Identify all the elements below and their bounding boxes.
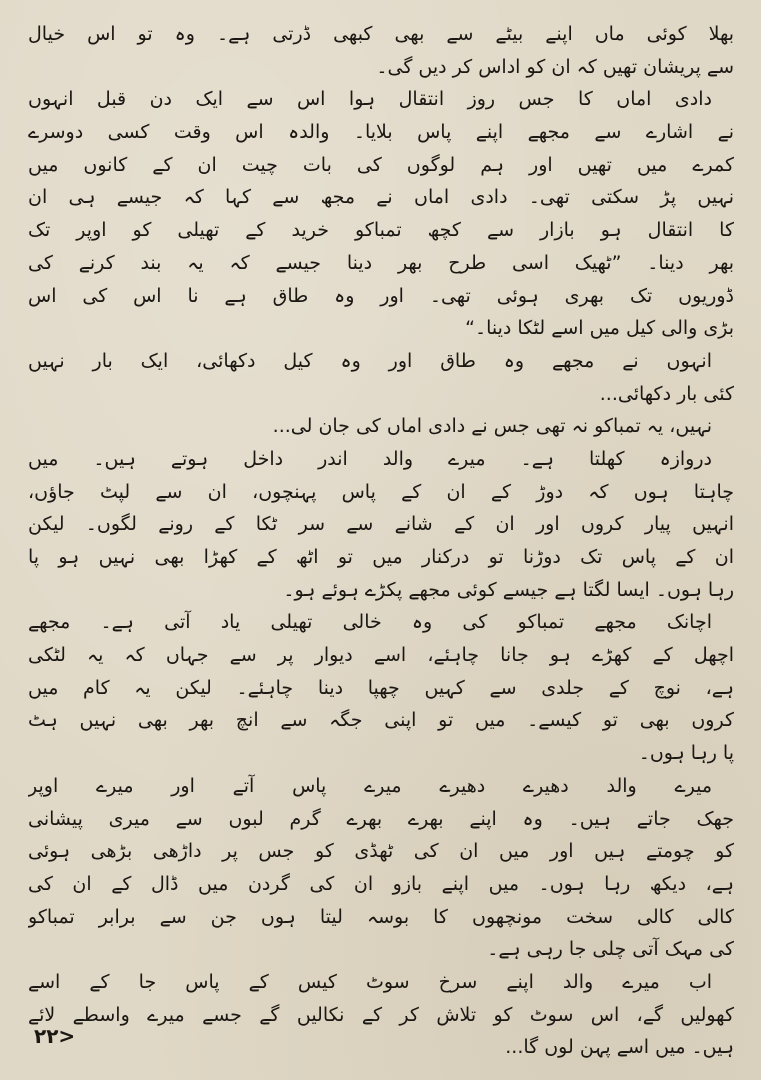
paragraph bbox=[28, 770, 734, 966]
text-line: انہوں نے مجھے وہ طاق اور وہ کیل دکھائی، ایک بار نہیں bbox=[28, 349, 712, 372]
text-line: اچانک مجھے تمباکو کی وہ خالی تھیلی یاد آتی ہے۔ مجھے bbox=[28, 611, 712, 634]
page-number: ۲۲> bbox=[34, 1024, 76, 1048]
text-line: چاہتا ہوں کہ دوڑ کے ان کے پاس پہنچوں، ان سے لپٹ جاؤں، bbox=[28, 480, 734, 503]
text-line: دروازہ کھلتا ہے۔ میرے والد اندر داخل ہوتے ہیں۔ میں bbox=[28, 447, 712, 470]
text-line: کی مہک آتی چلی جا رہی ہے۔ bbox=[487, 938, 734, 961]
paragraph bbox=[28, 606, 734, 769]
text-line: کھولیں گے، اس سوٹ کو تلاش کر کے نکالیں گے جسے میرے واسطے لائے bbox=[28, 1003, 734, 1026]
text-line: ان کے پاس تک دوڑنا تو درکنار میں تو اٹھ کے کھڑا بھی نہیں ہو پا bbox=[28, 546, 734, 568]
paragraph bbox=[28, 83, 734, 345]
paragraph bbox=[28, 443, 734, 606]
text-line: اب میرے والد اپنے سرخ سوٹ کیس کے پاس جا کے اسے bbox=[28, 970, 712, 993]
text-line: پا رہا ہوں۔ bbox=[638, 742, 734, 765]
text-line: کمرے میں تھیں اور ہم لوگوں کی بات چیت ان کے کانوں میں bbox=[28, 153, 734, 176]
text-line: جھک جاتے ہیں۔ وہ اپنے بھرے بھرے گرم لبوں سے میری پیشانی bbox=[28, 807, 734, 830]
paragraph bbox=[28, 18, 734, 83]
text-line: دادی اماں کا جس روز انتقال ہوا اس سے ایک دن قبل انہوں bbox=[28, 88, 712, 111]
text-line: سے پریشان تھیں کہ ان کو اداس کر دیں گی۔ bbox=[376, 55, 734, 78]
text-line: بھر دینا۔ ”ٹھیک اسی طرح بھر دینا جیسے کہ یہ بند کرنے کی bbox=[28, 251, 734, 274]
text-line: اچھل کے کھڑے ہو جانا چاہئے، اسے دیوار پر سے جہاں کہ یہ لٹکی bbox=[28, 644, 734, 667]
text-line: رہا ہوں۔ ایسا لگتا ہے جیسے کوئی مجھے پکڑے ہوئے ہو۔ bbox=[283, 578, 734, 601]
text-line: ڈوریوں تک بھری ہوئی تھی۔ اور وہ طاق ہے نا اس کی اس bbox=[28, 284, 734, 307]
text-line: کئی بار دکھائی... bbox=[599, 382, 734, 405]
page-text bbox=[28, 18, 734, 1064]
text-line: نہیں پڑ سکتی تھی۔ دادی اماں نے مجھ سے کہا کہ جیسے ہی ان bbox=[28, 186, 734, 209]
text-line: کالی کالی سخت مونچھوں کا بوسہ لیتا ہوں جن سے برابر تمباکو bbox=[28, 905, 734, 928]
paragraph bbox=[28, 966, 734, 1064]
text-line: ہے، نوچ کے جلدی سے کہیں چھپا دینا چاہئے۔ لیکن یہ کام میں bbox=[28, 676, 734, 699]
text-line: نے اشارے سے مجھے اپنے پاس بلایا۔ والدہ اس وقت کسی دوسرے bbox=[28, 121, 734, 144]
text-line: میرے والد دھیرے دھیرے میرے پاس آتے اور میرے اوپر bbox=[28, 774, 712, 797]
text-line: کا انتقال ہو بازار سے کچھ تمباکو خرید کے تھیلی کو اوپر تک bbox=[28, 219, 734, 242]
text-line: کو چومتے ہیں اور میں ان کی ٹھڈی کو جس پر داڑھی بڑھی ہوئی bbox=[28, 840, 734, 863]
paragraph bbox=[28, 345, 734, 410]
paragraph bbox=[28, 410, 734, 443]
text-line: نہیں، یہ تمباکو نہ تھی جس نے دادی اماں کی جان لی... bbox=[272, 415, 712, 438]
text-line: ہیں۔ میں اسے پہن لوں گا... bbox=[505, 1036, 734, 1059]
text-line: انہیں پیار کروں اور ان کے شانے سے سر ٹکا کے رونے لگوں۔ لیکن bbox=[28, 513, 734, 536]
text-line: کروں بھی تو کیسے۔ میں تو اپنی جگہ سے انچ بھر بھی نہیں ہٹ bbox=[28, 709, 734, 732]
text-line: بھلا کوئی ماں اپنے بیٹے سے بھی کبھی ڈرتی ہے۔ وہ تو اس خیال bbox=[28, 23, 734, 45]
text-line: بڑی والی کیل میں اسے لٹکا دینا۔“ bbox=[465, 317, 734, 340]
text-line: ہے، دیکھ رہا ہوں۔ میں اپنے بازو ان کی گردن میں ڈال کے ان کی bbox=[28, 872, 734, 895]
